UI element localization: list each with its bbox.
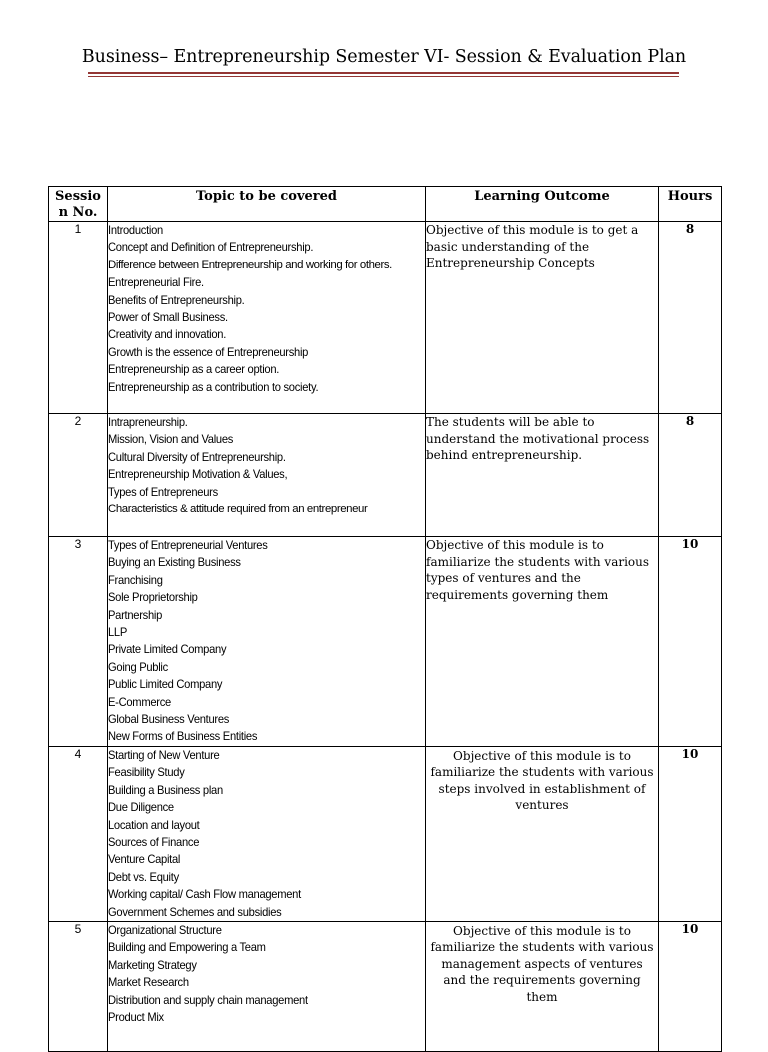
table-row bbox=[49, 414, 722, 537]
topic-item: Marketing Strategy bbox=[108, 957, 197, 972]
table-row bbox=[49, 921, 722, 1051]
topic-item: Building and Empowering a Team bbox=[108, 940, 266, 955]
session-number: 5 bbox=[49, 921, 108, 1051]
topic-item: Sources of Finance bbox=[108, 834, 200, 849]
table-row bbox=[49, 537, 722, 747]
topic-item: New Forms of Business Entities bbox=[108, 729, 258, 744]
topic-item: Entrepreneurship as a contribution to society. bbox=[108, 379, 319, 394]
topic-item: Private Limited Company bbox=[108, 642, 227, 657]
topic-item: LLP bbox=[108, 625, 128, 640]
topic-item: Entrepreneurship as a career option. bbox=[108, 362, 280, 377]
session-number: 1 bbox=[49, 222, 108, 414]
topic-item: Feasibility Study bbox=[108, 765, 185, 780]
header-topic: Topic to be covered bbox=[108, 187, 426, 222]
topic-item: Difference between Entrepreneurship and working for others. bbox=[108, 258, 392, 271]
topic-cell bbox=[108, 414, 426, 537]
topic-item: Partnership bbox=[108, 607, 163, 622]
title-rule bbox=[88, 72, 679, 74]
topic-item: Cultural Diversity of Entrepreneurship. bbox=[108, 449, 286, 464]
topic-item: Creativity and innovation. bbox=[108, 327, 227, 342]
topic-item: Government Schemes and subsidies bbox=[108, 904, 282, 919]
topic-item: Sole Proprietorship bbox=[108, 590, 198, 605]
topic-item: Growth is the essence of Entrepreneurship bbox=[108, 344, 309, 359]
topic-item: Global Business Ventures bbox=[108, 712, 230, 727]
topic-item: Franchising bbox=[108, 572, 163, 587]
document-title: Business– Entrepreneurship Semester VI- Session & Evaluation Plan bbox=[81, 47, 687, 67]
topic-item: Working capital/ Cash Flow management bbox=[108, 887, 301, 902]
topic-item: Venture Capital bbox=[108, 852, 181, 867]
session-number: 2 bbox=[49, 414, 108, 537]
topic-item: Buying an Existing Business bbox=[108, 555, 241, 570]
topic-item: Distribution and supply chain management bbox=[108, 992, 308, 1007]
learning-outcome: Objective of this module is to familiarize the students with various steps involved in establishment of ventures bbox=[426, 746, 659, 921]
table-row bbox=[49, 222, 722, 414]
header-hours: Hours bbox=[659, 187, 722, 222]
topic-item: Product Mix bbox=[108, 1009, 164, 1024]
topic-item: Types of Entrepreneurs bbox=[108, 484, 218, 499]
header-session-no: Sessio n No. bbox=[49, 187, 108, 222]
topic-item: Characteristics & attitude required from an entrepreneur bbox=[108, 503, 368, 516]
topic-cell bbox=[108, 222, 426, 414]
learning-outcome: The students will be able to understand the motivational process behind entrepreneurship. bbox=[426, 414, 659, 537]
hours-value: 10 bbox=[659, 921, 722, 1051]
topic-item: Types of Entrepreneurial Ventures bbox=[108, 538, 268, 552]
topic-item: Organizational Structure bbox=[108, 922, 222, 937]
topic-item: Location and layout bbox=[108, 817, 200, 832]
header-learning-outcome: Learning Outcome bbox=[426, 187, 659, 222]
session-plan-table bbox=[48, 186, 722, 1052]
topic-item: Going Public bbox=[108, 659, 168, 674]
topic-item: Building a Business plan bbox=[108, 782, 223, 797]
hours-value: 10 bbox=[659, 537, 722, 747]
topic-item: Concept and Definition of Entrepreneurship. bbox=[108, 240, 314, 255]
topic-item: Starting of New Venture bbox=[108, 747, 220, 762]
table-header-row bbox=[49, 187, 722, 222]
topic-item: Due Diligence bbox=[108, 800, 174, 815]
topic-item: Entrepreneurial Fire. bbox=[108, 275, 204, 290]
topic-item: Benefits of Entrepreneurship. bbox=[108, 292, 245, 307]
topic-cell bbox=[108, 746, 426, 921]
topic-item: Intrapreneurship. bbox=[108, 415, 188, 429]
learning-outcome: Objective of this module is to familiarize the students with various types of ventures and the requirements governing them bbox=[426, 537, 659, 747]
title-rule-thin bbox=[88, 76, 679, 77]
session-number: 3 bbox=[49, 537, 108, 747]
topic-item: Entrepreneurship Motivation & Values, bbox=[108, 467, 288, 482]
topic-item: Public Limited Company bbox=[108, 677, 223, 692]
learning-outcome: Objective of this module is to get a basic understanding of the Entrepreneurship Concepts bbox=[426, 222, 659, 414]
topic-cell bbox=[108, 921, 426, 1051]
topic-item: Introduction bbox=[108, 223, 163, 237]
learning-outcome: Objective of this module is to familiarize the students with various management aspects of ventures and the requirements governing them bbox=[426, 921, 659, 1051]
table-row bbox=[49, 746, 722, 921]
topic-item: Power of Small Business. bbox=[108, 310, 228, 325]
topic-item: Mission, Vision and Values bbox=[108, 432, 234, 447]
hours-value: 10 bbox=[659, 746, 722, 921]
topic-item: Debt vs. Equity bbox=[108, 869, 179, 884]
topic-cell bbox=[108, 537, 426, 747]
session-number: 4 bbox=[49, 746, 108, 921]
hours-value: 8 bbox=[659, 414, 722, 537]
topic-item: E-Commerce bbox=[108, 694, 171, 709]
hours-value: 8 bbox=[659, 222, 722, 414]
topic-item: Market Research bbox=[108, 975, 189, 990]
